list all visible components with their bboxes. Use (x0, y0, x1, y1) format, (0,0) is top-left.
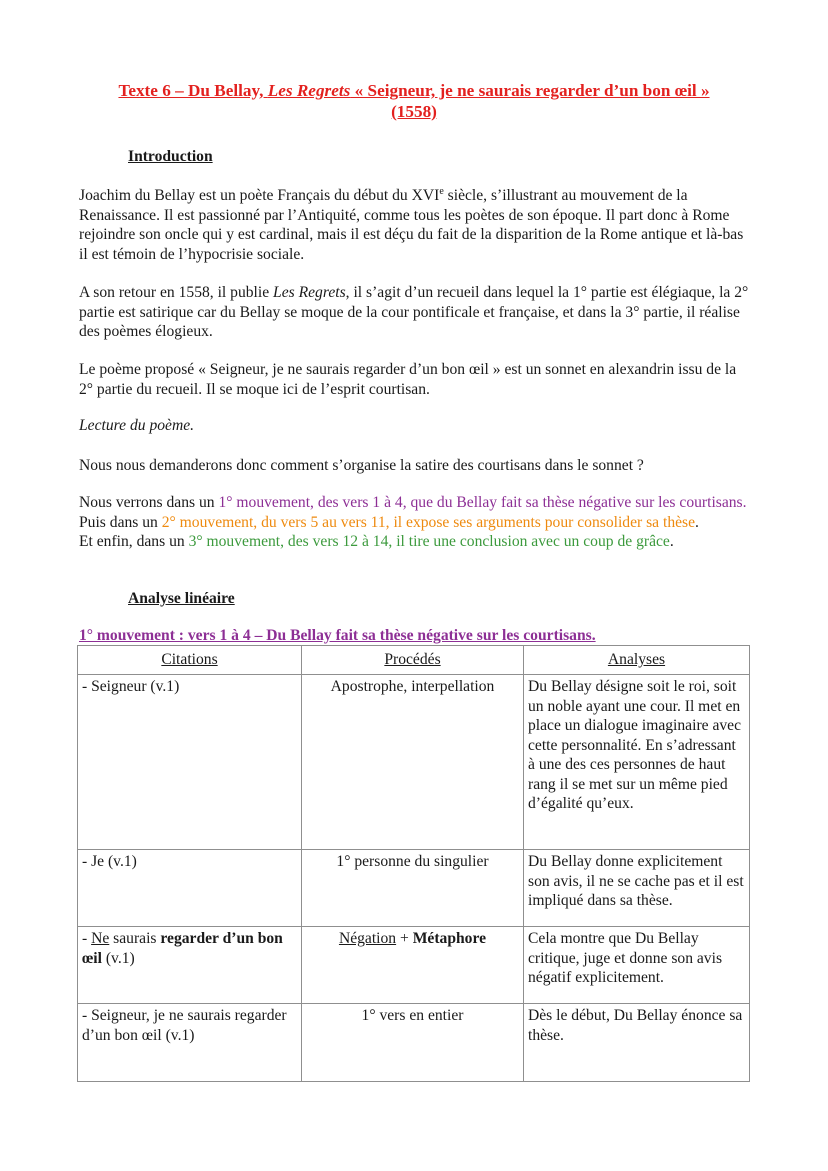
citation-cell: - Seigneur (v.1) (78, 675, 302, 850)
intro-paragraph-3: Le poème proposé « Seigneur, je ne saurais regarder d’un bon œil » est un sonnet en alexandrin issu de la 2° partie du recueil. Il se moque ici de l’esprit courtisan. (79, 361, 737, 398)
table-row (78, 850, 750, 927)
intro-paragraph-2: A son retour en 1558, il publie Les Regrets, il s’agit d’un recueil dans lequel la 1° partie est élégiaque, la 2° partie est satirique car du Bellay se moque de la cour pontificale et française, et dans la 3° partie, il réalise des poèmes élogieux. (79, 284, 749, 340)
table-row (78, 1004, 750, 1082)
plan-movement-1: 1° mouvement, des vers 1 à 4, que du Bellay fait sa thèse négative sur les courtisans. (218, 494, 747, 511)
analysis-table (77, 645, 750, 1082)
analyse-cell: Du Bellay désigne soit le roi, soit un noble ayant une cour. Il met en place un dialogue imaginaire avec cette personnalité. En s’adressant à une des ces personnes de haut rang il se met sur un même pied d’égalité qu’eux. (524, 675, 750, 850)
table-row (78, 927, 750, 1004)
procede-cell: Négation + Métaphore (302, 927, 524, 1004)
procede-cell: Apostrophe, interpellation (302, 675, 524, 850)
analysis-heading: Analyse linéaire (128, 590, 235, 607)
plan-movement-3: 3° mouvement, des vers 12 à 14, il tire une conclusion avec un coup de grâce (188, 533, 670, 550)
citation-cell: - Seigneur, je ne saurais regarder d’un bon œil (v.1) (78, 1004, 302, 1082)
analyse-cell: Cela montre que Du Bellay critique, juge et donne son avis négatif explicitement. (524, 927, 750, 1004)
title-poem-name: « Seigneur, je ne saurais regarder d’un bon œil » (350, 81, 710, 100)
table-header-row (78, 646, 750, 675)
intro-paragraph-1: Joachim du Bellay est un poète Français du début du XVIe siècle, s’illustrant au mouvement de la Renaissance. Il est passionné par l’Antiquité, comme tous les poètes de son époque. Il part donc à Rome rejoindre son oncle qui y est cardinal, mais il est déçu du fait de la disparition de la Rome antique et là-bas il est témoin de l’hypocrisie sociale. (79, 185, 744, 263)
plan-announcement: Nous verrons dans un 1° mouvement, des vers 1 à 4, que du Bellay fait sa thèse négative sur les courtisans. Puis dans un 2° mouvement, du vers 5 au vers 11, il expose ses arguments pour consolider sa thèse. Et enfin, dans un 3° mouvement, des vers 12 à 14, il tire une conclusion avec un coup de grâce. (79, 494, 747, 550)
intro-reading-note: Lecture du poème. (79, 417, 195, 434)
title-work-name: Les Regrets (267, 81, 351, 100)
table-row (78, 675, 750, 850)
column-header-citations: Citations (78, 646, 302, 675)
title-year: (1558) (391, 102, 437, 121)
problematic: Nous nous demanderons donc comment s’organise la satire des courtisans dans le sonnet ? (79, 457, 644, 474)
citation-cell: - Je (v.1) (78, 850, 302, 927)
citation-cell: - Ne saurais regarder d’un bon œil (v.1) (78, 927, 302, 1004)
column-header-analyses: Analyses (524, 646, 750, 675)
document-title (79, 80, 749, 122)
plan-movement-2: 2° mouvement, du vers 5 au vers 11, il expose ses arguments pour consolider sa thèse (161, 513, 696, 531)
introduction-heading: Introduction (128, 148, 213, 165)
analyse-cell: Du Bellay donne explicitement son avis, il ne se cache pas et il est impliqué dans sa thèse. (524, 850, 750, 927)
title-text: Texte 6 – Du Bellay, (118, 81, 268, 100)
analyse-cell: Dès le début, Du Bellay énonce sa thèse. (524, 1004, 750, 1082)
column-header-procedes: Procédés (302, 646, 524, 675)
procede-cell: 1° vers en entier (302, 1004, 524, 1082)
procede-cell: 1° personne du singulier (302, 850, 524, 927)
movement-1-title: 1° mouvement : vers 1 à 4 – Du Bellay fait sa thèse négative sur les courtisans. (79, 627, 596, 644)
